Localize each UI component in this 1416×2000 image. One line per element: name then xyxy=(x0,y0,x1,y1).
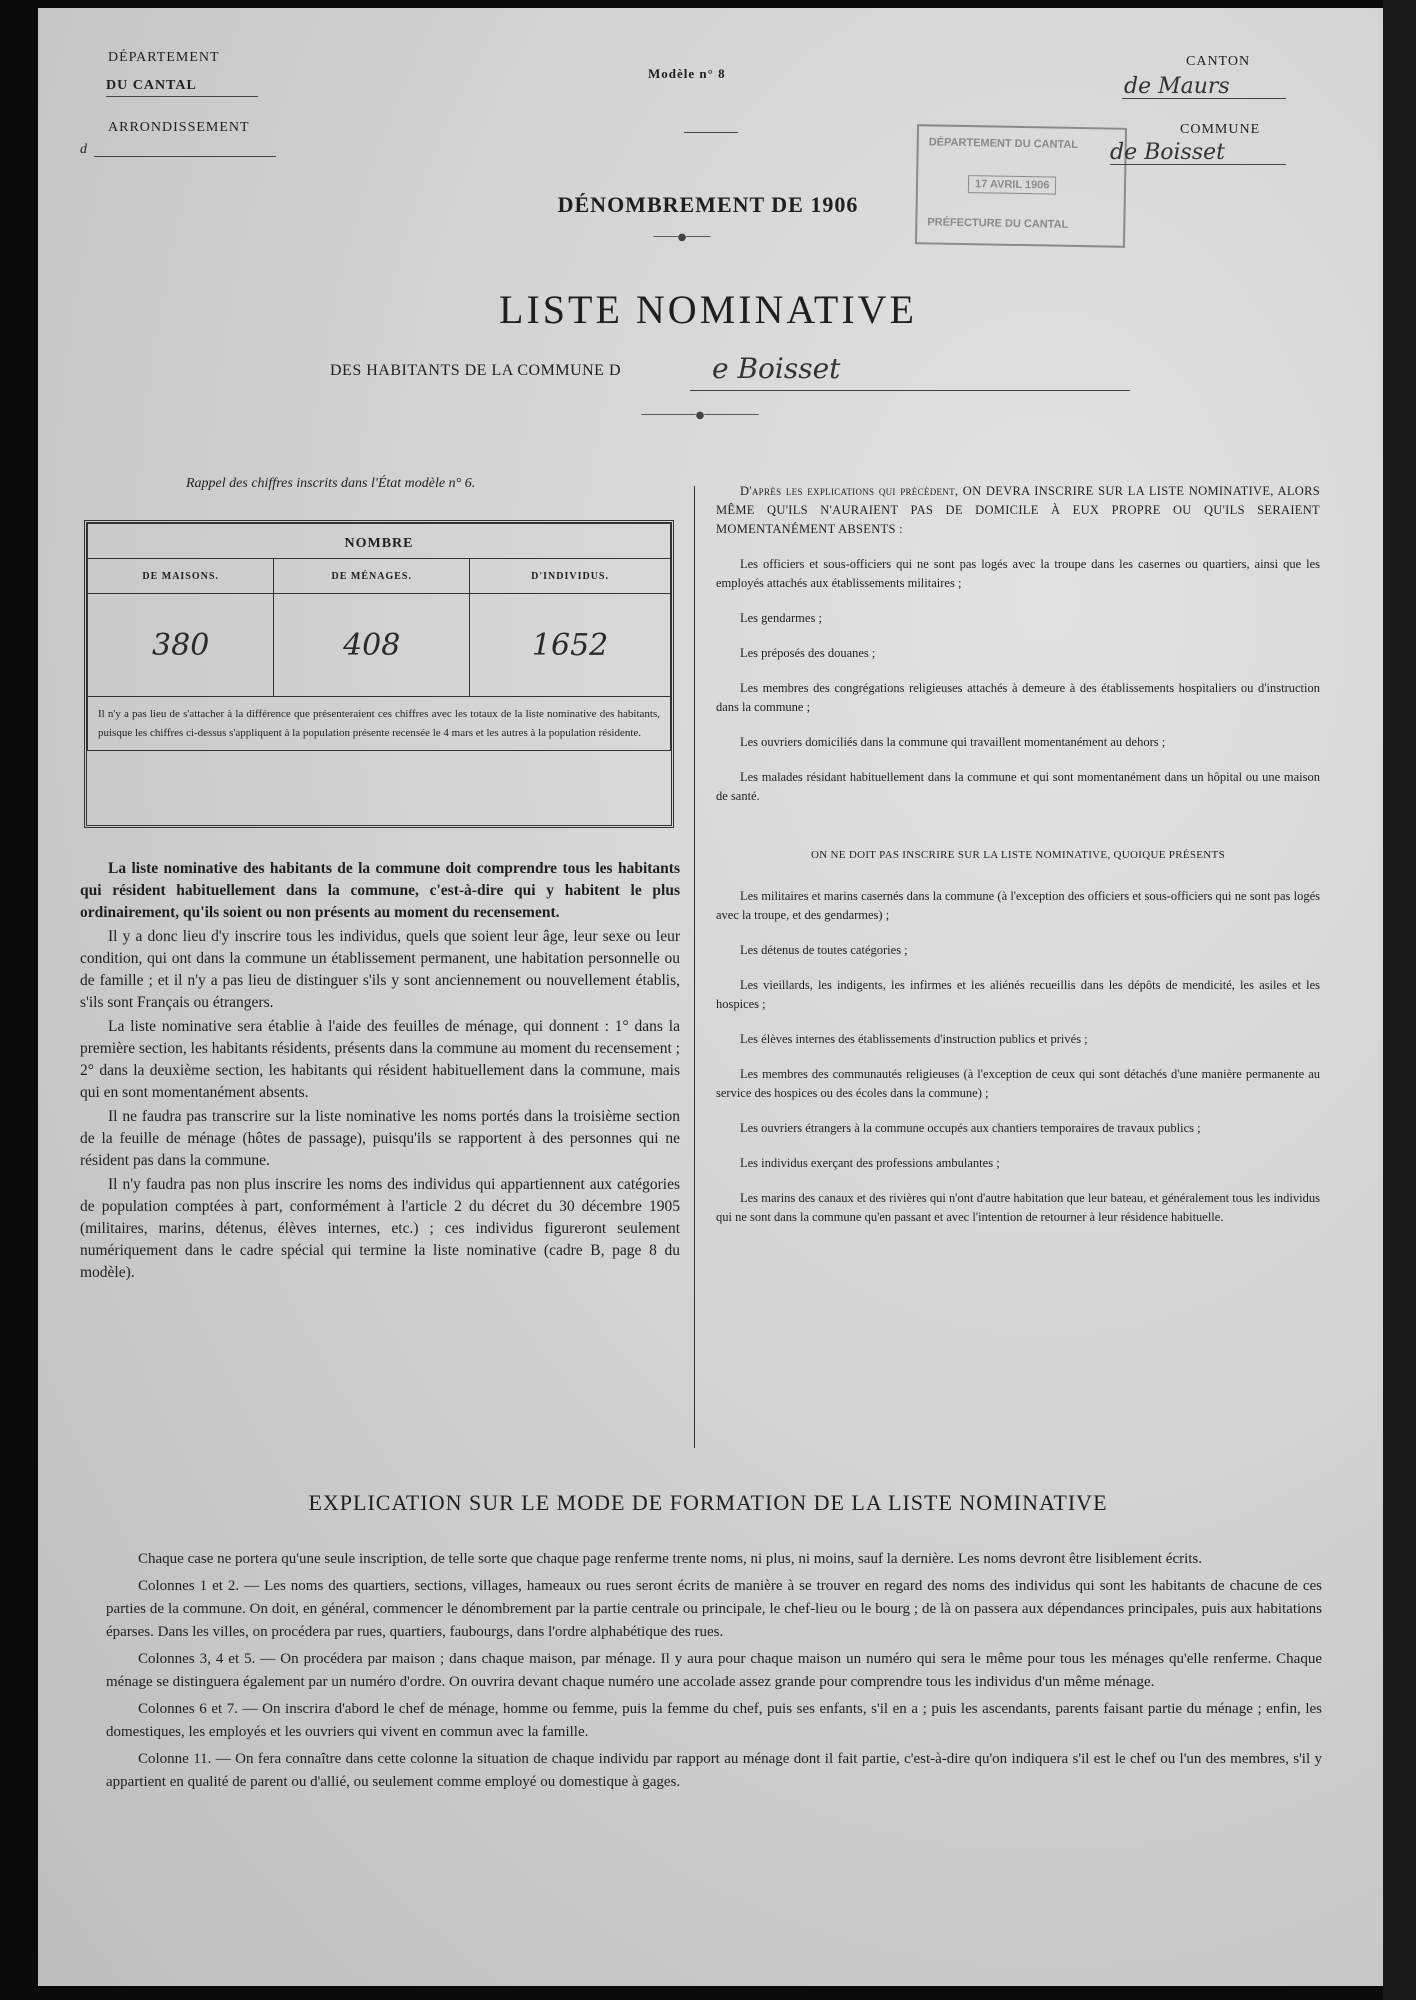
stamp-date: 17 AVRIL 1906 xyxy=(968,175,1057,195)
para-2: Il y a donc lieu d'y inscrire tous les individus, quels que soient leur âge, leur sexe ou leur condition, qui ont dans la commune un établissement permanent, une habitation personnelle ou de famille ; et il n'y a pas lieu de distinguer s'ils y sont anciennement ou nouvellement établis, s'ils sont Français ou étrangers. xyxy=(80,928,680,1011)
canton-value: de Maurs xyxy=(1124,74,1230,99)
value-maisons: 380 xyxy=(88,594,274,697)
modele-number: Modèle n° 8 xyxy=(648,66,726,81)
expl-para-4: Colonnes 6 et 7. — On inscrira d'abord le chef de ménage, homme ou femme, puis la femme du chef, puis ses enfants, s'il en a ; puis les ascendants, parents faisant partie du ménage ; enfin, les domestiques, les employés et les ouvriers qui vivent en commun avec la famille. xyxy=(106,1701,1322,1740)
commune-name-handwritten: e Boisset xyxy=(712,352,841,385)
exclus-3: Les vieillards, les indigents, les infirmes et les aliénés recueillis dans les dépôts de mendicité, les asiles et les hospices ; xyxy=(716,978,1320,1011)
ne-pas-inscrire-heading: ON NE DOIT PAS INSCRIRE SUR LA LISTE NOMINATIVE, QUOIQUE PRÉSENTS xyxy=(811,849,1225,861)
explication-title: EXPLICATION SUR LE MODE DE FORMATION DE LA LISTE NOMINATIVE xyxy=(308,1490,1108,1515)
para-4: Il ne faudra pas transcrire sur la liste nominative les noms portés dans la troisième section de la feuille de ménage (hôtes de passage), puisqu'ils se rapportent à des personnes qui ne résident pas dans la commune. xyxy=(80,1108,680,1169)
nombre-note: Il n'y a pas lieu de s'attacher à la différence que présenteraient ces chiffres avec les totaux de la liste nominative des habitants, puisque les chiffres ci-dessus s'appliquent à la population présente recensée le 4 mars et les autres à la population résidente. xyxy=(88,697,671,751)
exclus-5: Les membres des communautés religieuses (à l'exception de ceux qui sont détachés d'une manière permanente au service des hospices ou des écoles dans la commune) ; xyxy=(716,1067,1320,1100)
inscrire-1: Les officiers et sous-officiers qui ne sont pas logés avec la troupe dans les casernes ou quartiers, ainsi que les employés attachés aux établissements militaires ; xyxy=(716,557,1320,590)
nombre-heading: NOMBRE xyxy=(88,524,671,559)
right-intro: D'après les explications qui précèdent, ON DEVRA INSCRIRE SUR LA LISTE NOMINATIVE, ALORS MÊME QU'ILS N'AURAIENT PAS DE DOMICILE À EUX PROPRE OU QU'ILS SERAIENT MOMENTANÉMENT ABSENTS : xyxy=(716,484,1320,536)
exclus-4: Les élèves internes des établissements d'instruction publics et privés ; xyxy=(740,1032,1088,1046)
exclus-2: Les détenus de toutes catégories ; xyxy=(740,943,908,957)
exclus-1: Les militaires et marins casernés dans la commune (à l'exception des officiers et sous-officiers qui ne sont pas logés avec la troupe, et des gendarmes) ; xyxy=(716,889,1320,922)
expl-para-2: Colonnes 1 et 2. — Les noms des quartiers, sections, villages, hameaux ou rues seront écrits de manière à se trouver en regard des noms des individus qui sont les habitants de chacune de ces parties de la commune. On doit, en général, commencer le dénombrement par la partie centrale ou principale, le chef-lieu ou le bourg ; de là on passera aux dépendances principales, puis aux habitations éparses. Dans les villes, on procédera par rues, quartiers, faubourgs, dans l'ordre alphabétique des rues. xyxy=(106,1578,1322,1640)
stamp-line-1: DÉPARTEMENT DU CANTAL xyxy=(928,136,1079,151)
commune-value: de Boisset xyxy=(1110,140,1225,165)
inscrire-2: Les gendarmes ; xyxy=(740,611,822,625)
col-individus: D'INDIVIDUS. xyxy=(470,559,671,594)
expl-para-3: Colonnes 3, 4 et 5. — On procédera par maison ; dans chaque maison, par ménage. Il y aura pour chaque maison un numéro qui sera le même pour tous les ménages qu'elle renferme. Chaque ménage se distinguera également par un numéro d'ordre. On ouvrira devant chaque numéro une accolade assez grande pour comprendre tous les individus d'un même ménage. xyxy=(106,1651,1322,1690)
left-instructions xyxy=(80,858,680,1286)
column-divider xyxy=(694,486,695,1448)
expl-para-5: Colonne 11. — On fera connaître dans cette colonne la situation de chaque individu par rapport au ménage dont il fait partie, c'est-à-dire qu'on indiquera s'il est le chef ou l'un des membres, s'il y appartient en qualité de parent ou d'allié, ou seulement comme employé ou domestique à gages. xyxy=(106,1751,1322,1790)
denombrement-title: DÉNOMBREMENT DE 1906 xyxy=(557,192,859,217)
right-instructions xyxy=(716,482,1320,1243)
nombre-table xyxy=(84,520,674,828)
arrondissement-prefix: d xyxy=(80,142,88,157)
inscrire-6: Les malades résidant habituellement dans la commune et qui sont momentanément dans un hôpital ou une maison de santé. xyxy=(716,770,1320,803)
para-5: Il n'y faudra pas non plus inscrire les noms des individus qui appartiennent aux catégories de population comptées à part, conformément à l'article 2 du décret du 30 décembre 1905 (militaires, marins, détenus, élèves internes, etc.) ; ces individus figureront seulement numériquement dans le cadre spécial qui termine la liste nominative (cadre B, page 8 du modèle). xyxy=(80,1176,680,1281)
prefecture-stamp xyxy=(915,124,1127,248)
exclus-8: Les marins des canaux et des rivières qui n'ont d'autre habitation que leur bateau, et généralement tous les individus qui ne sont dans la commune qu'en passant et avec l'intention de retourner à leur résidence habituelle. xyxy=(716,1191,1320,1224)
col-menages: DE MÉNAGES. xyxy=(274,559,470,594)
canton-label: CANTON xyxy=(1186,54,1251,69)
col-maisons: DE MAISONS. xyxy=(88,559,274,594)
inscrire-4: Les membres des congrégations religieuses attachés à demeure à des établissements hospitaliers ou d'instruction dans la commune ; xyxy=(716,681,1320,714)
habitants-subtitle: DES HABITANTS DE LA COMMUNE D xyxy=(330,362,621,379)
ornament-divider-2: ─────────●───────── xyxy=(641,410,759,421)
exclus-6: Les ouvriers étrangers à la commune occupés aux chantiers temporaires de travaux publics ; xyxy=(740,1121,1201,1135)
departement-label: DÉPARTEMENT xyxy=(108,50,220,65)
inscrire-3: Les préposés des douanes ; xyxy=(740,646,876,660)
inscrire-5: Les ouvriers domiciliés dans la commune qui travaillent momentanément au dehors ; xyxy=(740,735,1166,749)
liste-nominative-title: LISTE NOMINATIVE xyxy=(499,287,917,332)
value-individus: 1652 xyxy=(470,594,671,697)
exclus-7: Les individus exerçant des professions ambulantes ; xyxy=(740,1156,1000,1170)
commune-label: COMMUNE xyxy=(1180,122,1261,137)
explication-body xyxy=(106,1548,1322,1798)
expl-para-1: Chaque case ne portera qu'une seule inscription, de telle sorte que chaque page renferme trente noms, ni plus, ni moins, sauf la dernière. Les noms devront être lisiblement écrits. xyxy=(138,1551,1203,1567)
para-1: La liste nominative des habitants de la commune doit comprendre tous les habitants qui résident habituellement dans la commune, c'est-à-dire qui y habitent le plus ordinairement, qu'ils soient ou non présents au moment du recensement. xyxy=(80,860,680,921)
para-3: La liste nominative sera établie à l'aide des feuilles de ménage, qui donnent : 1° dans la première section, les habitants résidents, présents dans la commune au moment du recensement ; 2° dans la deuxième section, les habitants qui résident habituellement dans la commune, mais qui en sont momentanément absents. xyxy=(80,1018,680,1101)
rappel-caption: Rappel des chiffres inscrits dans l'État modèle n° 6. xyxy=(186,476,476,491)
value-menages: 408 xyxy=(274,594,470,697)
stamp-line-3: PRÉFECTURE DU CANTAL xyxy=(927,216,1069,231)
departement-value: DU CANTAL xyxy=(106,78,197,93)
ornament-divider: ────●──── xyxy=(653,232,711,243)
arrondissement-label: ARRONDISSEMENT xyxy=(108,120,250,135)
